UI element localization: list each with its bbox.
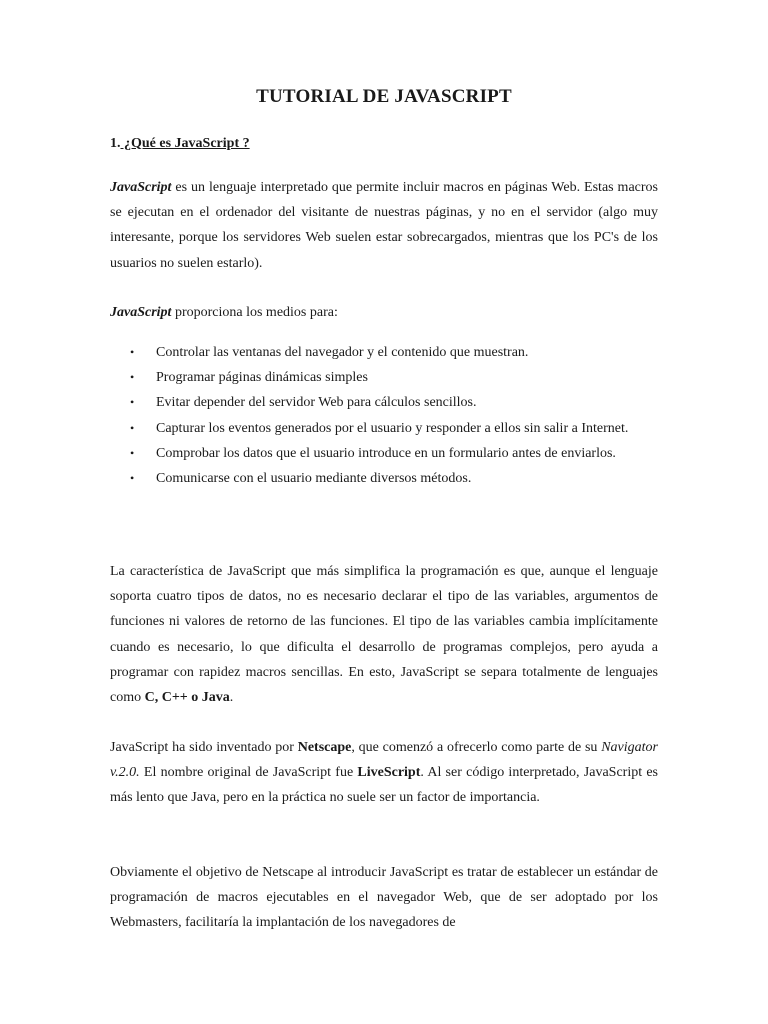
list-item: [110, 365, 658, 390]
document-title: TUTORIAL DE JAVASCRIPT: [256, 86, 512, 107]
list-item: [110, 441, 658, 466]
objective-text: Obviamente el objetivo de Netscape al introducir JavaScript es tratar de establecer un estándar de programación de macros ejecutables en el navegador Web, que de ser adoptado por los Webmasters, facilitaría la implantación de los navegadores de: [110, 865, 658, 931]
intro-paragraph: [110, 175, 658, 276]
section-heading: [110, 136, 250, 152]
netscape-text-4: . Al ser código interpretado, JavaScript es más lento que Java, pero en la práctica no suele ser un factor de importancia.: [110, 765, 658, 806]
bullet-icon: •: [130, 395, 135, 410]
bullet-icon: •: [130, 445, 135, 460]
list-item: [110, 416, 658, 441]
languages-text: C, C++ o Java: [144, 690, 230, 706]
list-item: [110, 466, 658, 491]
bullet-icon: •: [130, 345, 135, 359]
section-number: 1.: [110, 136, 121, 151]
netscape-text-3: El nombre original de JavaScript fue: [139, 765, 358, 781]
features-list: [110, 340, 658, 491]
netscape-name: Netscape: [297, 740, 352, 755]
provides-term: JavaScript: [110, 305, 172, 320]
list-item-text: Evitar depender del servidor Web para cálculos sencillos.: [156, 395, 477, 411]
types-paragraph: [110, 559, 658, 710]
section-heading-text: ¿Qué es JavaScript ?: [120, 136, 250, 151]
list-item: [110, 340, 658, 365]
netscape-text-2: , que comenzó a ofrecerlo como parte de su: [351, 740, 602, 755]
navigator-name: Navigator v.2.0.: [110, 740, 658, 781]
bullet-icon: •: [130, 471, 135, 486]
list-item-text: Comprobar los datos que el usuario introduce en un formulario antes de enviarlos.: [156, 445, 616, 461]
list-item-text: Programar páginas dinámicas simples: [156, 370, 368, 386]
objective-paragraph: [110, 860, 658, 936]
bullet-icon: •: [130, 370, 135, 385]
list-item-text: Capturar los eventos generados por el usuario y responder a ellos sin salir a Internet.: [156, 420, 629, 436]
netscape-text-1: JavaScript ha sido inventado por: [110, 740, 298, 755]
list-item-text: Comunicarse con el usuario mediante diversos métodos.: [156, 471, 472, 487]
list-item: [110, 390, 658, 415]
bullet-icon: •: [130, 420, 135, 435]
types-text: La característica de JavaScript que más simplifica la programación es que, aunque el lenguaje soporta cuatro tipos de datos, no es necesario declarar el tipo de las variables, argumentos de funciones ni valores de retorno de las funciones. El tipo de las variables cambia implícitamente cuando es necesario, lo que dificulta el desarrollo de programas complejos, pero ayuda a programar con rapidez macros sencillas. En esto, JavaScript se separa totalmente de lenguajes como: [110, 564, 658, 706]
livescript-name: LiveScript: [357, 765, 421, 781]
intro-term: JavaScript: [110, 180, 172, 195]
list-item-text: Controlar las ventanas del navegador y el contenido que muestran.: [156, 345, 529, 360]
provides-text: proporciona los medios para:: [171, 305, 338, 320]
provides-paragraph: [110, 300, 658, 325]
types-end: .: [229, 690, 234, 706]
intro-text: es un lenguaje interpretado que permite incluir macros en páginas Web. Estas macros se ejecutan en el ordenador del visitante de nuestras páginas, y no en el servidor (algo muy interesante, porque los servidores Web suelen estar sobrecargados, mientras que los PC's de los usuarios no suelen estarlo).: [110, 180, 658, 271]
netscape-paragraph: [110, 735, 658, 811]
